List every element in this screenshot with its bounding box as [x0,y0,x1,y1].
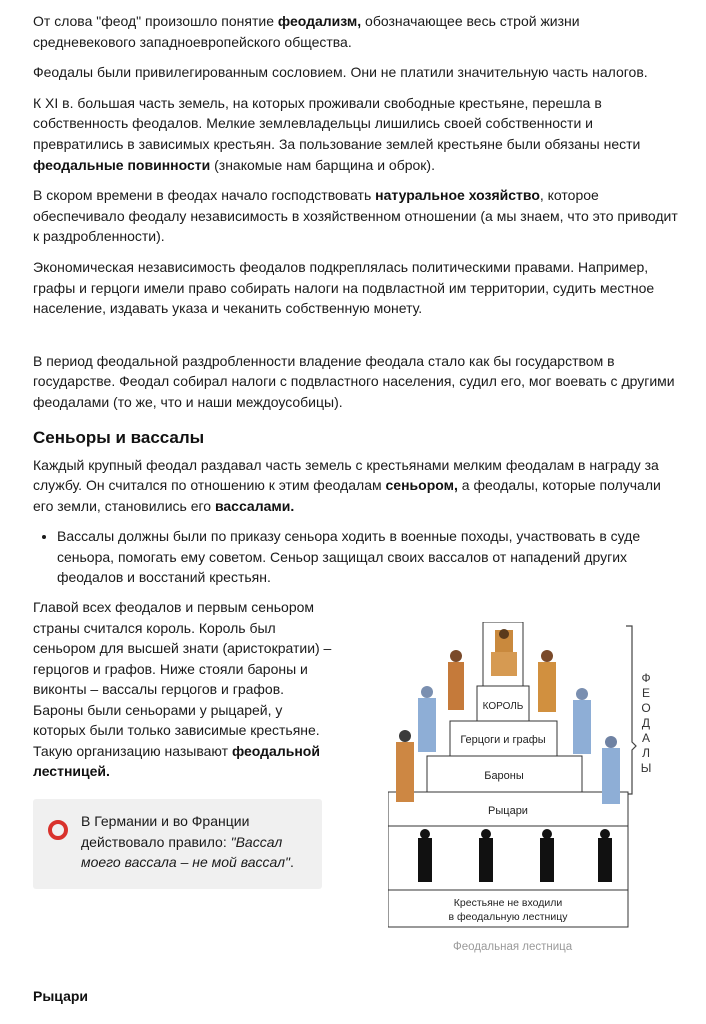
term-feudalism: феодализм, [277,13,362,29]
level-king: КОРОЛЬ [482,701,524,712]
paragraph-feudalism: От слова "феод" произошло понятие феодализм, обозначающее весь строй жизни средневекового западноевропейского общества. [33,13,580,50]
level-barons: Бароны [484,770,524,782]
term-duties: феодальные повинности [33,156,211,173]
bullet-list [33,526,683,588]
peasants-line-2: в феодальную лестницу [448,911,568,923]
section-heading-knights: Рыцари [33,988,89,1004]
paragraph-natural-economy: В скором времени в феодах начало господствовать натуральное хозяйство, которое обеспечивало феодалу независимость в хозяйственном отношении (а мы знаем, что это приводит к раздробленности). [33,187,678,245]
peasants-line-1: Крестьяне не входили [453,897,563,909]
term-feudal-ladder: феодальной лестницей. [33,742,320,779]
paragraph-king: Главой всех феодалов и первым сеньором страны считался король. Король был сеньором для высшей знати (аристократии) – герцогов и графов. Ниже стояли бароны и виконты – вассалы герцогов и графов. Бароны были сеньорами у рыцарей, у которых были только зависимые крестьяне. Такую организацию называют феодальной лестницей. [33,599,332,779]
ladder-section [33,597,683,967]
term-natural-economy: натуральное хозяйство [375,187,540,204]
svg-text:Л: Л [642,746,650,760]
paragraph-seniors: Каждый крупный феодал раздавал часть земель с крестьянами мелким феодалам в награду за службу. Он считался по отношению к этим феодалам сеньором, а феодалы, которые получали его земли, становились его вассалами. [33,456,661,514]
svg-text:Е: Е [641,686,651,700]
feudal-ladder-image [388,622,678,962]
paragraph-fragmentation: В период феодальной раздробленности владение феодала стало как бы государством в государстве. Феодал собирал налоги с подвластного населения, судил его, мог воевать с другими феодалами (то же, что и наши междоусобицы). [33,352,675,410]
section-heading-seniors: Сеньоры и вассалы [33,427,205,447]
svg-text:Д: Д [641,716,651,730]
term-senior: сеньором, [385,477,458,494]
paragraph-xi-century: К XI в. большая часть земель, на которых проживали свободные крестьяне, перешла в собственность феодалов. Мелкие землевладельцы лишились своей собственности и превратились в зависимых крестьян. За пользование землей крестьяне были обязаны нести феодальные повинности (знакомые нам барщина и оброк). [33,94,641,173]
king-paragraph-column [33,597,333,782]
paragraph-privileged: Феодалы были привилегированным сословием. Они не платили значительную часть налогов. [33,64,648,81]
svg-text:Ы: Ы [640,761,652,775]
level-dukes: Герцоги и графы [460,734,546,746]
level-knights: Рыцари [488,805,528,817]
article-body [33,11,683,588]
circle-ring-icon [48,820,68,840]
side-label-feodaly [641,671,652,775]
term-vassals: вассалами. [214,497,295,514]
figure-caption: Феодальная лестница [453,941,573,953]
note-quote: "Вассал моего вассала – не мой вассал" [81,833,290,870]
list-item: • Вассалы должны были по приказу сеньора ходить в военные походы, участвовать в суде сеньора, помогать ему советом. Сеньор защищал своих вассалов от нападений других феодалов и восстаний крестьян. [57,526,683,588]
info-note-box [33,799,322,889]
svg-text:А: А [641,731,651,745]
paragraph-political-rights: Экономическая независимость феодалов подкреплялась политическими правами. Например, графы и герцоги имели право собирать налоги на подвластной им территории, судить местное население, издавать указа и чеканить собственную монету. [33,258,655,317]
svg-text:Ф: Ф [641,671,651,685]
note-text: В Германии и во Франции действовало правило: "Вассал моего вассала – не мой вассал". [81,813,294,870]
svg-text:О: О [641,701,651,715]
